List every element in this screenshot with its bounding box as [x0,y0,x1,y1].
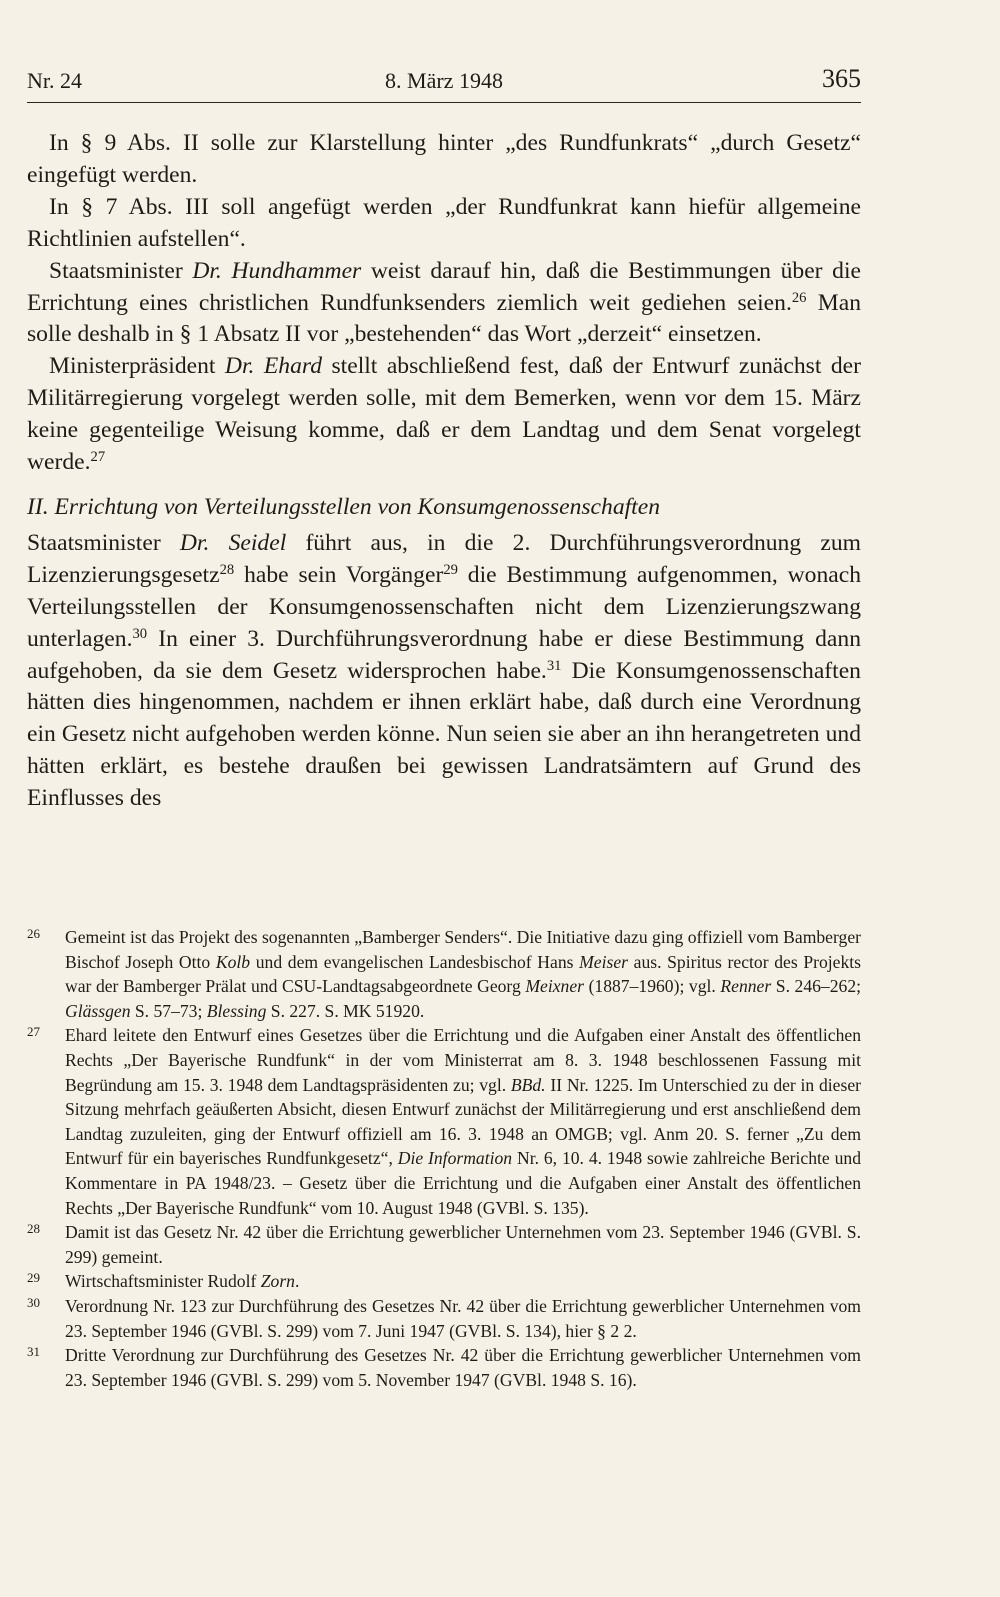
page-number: 365 [822,64,861,93]
footnote: 30 Verordnung Nr. 123 zur Durchführung des Gesetzes Nr. 42 über die Errichtung gewerblicher Unternehmen vom 23. September 1946 (GVBl. S. 299) vom 7. Juni 1947 (GVBl. S. 134), hier § 2 2. [27,1294,861,1343]
issue-number: Nr. 24 [27,68,82,93]
footnote: 31 Dritte Verordnung zur Durchführung des Gesetzes Nr. 42 über die Errichtung gewerblicher Unternehmen vom 23. September 1946 (GVBl. S. 299) vom 5. November 1947 (GVBl. 1948 S. 16). [27,1343,861,1392]
footnote-ref[interactable]: 28 [219,561,235,578]
footnote: 26 Gemeint ist das Projekt des sogenannten „Bamberger Senders“. Die Initiative dazu ging offiziell vom Bamberger Bischof Joseph Otto Kolb und dem evangelischen Landesbischof Hans Meiser aus. Spiritus rector des Projekts war der Bamberger Prälat und CSU-Landtagsabgeordnete Georg Meixner (1887–1960); vgl. Renner S. 246–262; Glässgen S. 57–73; Blessing S. 227. S. MK 51920. [27,925,861,1023]
footnote-ref[interactable]: 31 [546,657,562,674]
footnotes [27,925,861,1392]
paragraph: In § 9 Abs. II solle zur Klarstellung hinter „des Rundfunkrats“ „durch Gesetz“ eingefügt werden. [27,130,861,188]
paragraph: Ministerpräsident Dr. Ehard stellt abschließend fest, daß der Entwurf zunächst der Militärregierung vorgelegt werden solle, mit dem Bemerken, wenn vor dem 15. März keine gegenteilige Weisung komme, daß er dem Landtag und dem Senat vorgelegt werde.$^{27}$ [27,353,861,476]
footnote: 28 Damit ist das Gesetz Nr. 42 über die Errichtung gewerblicher Unternehmen vom 23. September 1946 (GVBl. S. 299) gemeint. [27,1220,861,1269]
footnote-ref[interactable]: 29 [443,561,458,578]
paragraph: Staatsminister Dr. Hundhammer weist darauf hin, daß die Bestimmungen über die Errichtung eines christlichen Rundfunksenders ziemlich weit gediehen seien.$^{26}$ Man solle deshalb in § 1 Absatz II vor „bestehenden“ das Wort „derzeit“ einsetzen. [27,257,862,348]
person-name: Dr. Hundhammer [192,257,362,284]
header-date: 8. März 1948 [385,68,503,93]
footnote-ref[interactable]: 30 [132,625,148,642]
footnote-number: 30 [27,1294,40,1310]
main-text [27,128,861,815]
person-name: Dr. Seidel [179,529,287,556]
footnote-number: 26 [27,926,40,941]
person-name: Dr. Ehard [224,353,323,380]
running-header [27,62,861,103]
section-heading: II. Errichtung von Verteilungsstellen von Konsumgenossenschaften [27,493,660,520]
footnote: 27 Ehard leitete den Entwurf eines Gesetzes über die Errichtung und die Aufgaben einer Anstalt des öffentlichen Rechts „Der Bayerische Rundfunk“ in der vom Ministerrat am 8. 3. 1948 beschlossenen Fassung mit Begründung am 15. 3. 1948 dem Landtagspräsidenten zu; vgl. BBd. II Nr. 1225. Im Unterschied zu der in dieser Sitzung mehrfach geäußerten Absicht, diesen Entwurf zunächst der Militärregierung und erst anschließend dem Landtag zuzuleiten, ging der Entwurf offiziell am 16. 3. 1948 an OMGB; vgl. Anm 20. S. ferner „Zu dem Entwurf für ein bayerisches Rundfunkgesetz“, Die Information Nr. 6, 10. 4. 1948 sowie zahlreiche Berichte und Kommentare in PA 1948/23. – Gesetz über die Errichtung und die Aufgaben einer Anstalt des öffentlichen Rechts „Der Bayerische Rundfunk“ vom 10. August 1948 (GVBl. S. 135). [27,1023,861,1220]
paragraph: Staatsminister Dr. Seidel führt aus, in die 2. Durchführungsverordnung zum Lizenzierungsgesetz$^{28}$ habe sein Vorgänger$^{29}$ die Bestimmung aufgenommen, wonach Verteilungsstellen der Konsumgenossenschaften nicht dem Lizenzierungszwang unterlagen.$^{30}$ In einer 3. Durchführungsverordnung habe er diese Bestimmung dann aufgehoben, da sie dem Gesetz widersprochen habe.$^{31}$ Die Konsumgenossenschaften hätten dies hingenommen, nachdem er ihnen erklärt habe, daß durch eine Verordnung ein Gesetz nicht aufgehoben werden könne. Nun seien sie aber an ihn herangetreten und hätten erklärt, es bestehe draußen bei gewissen Landratsämtern auf Grund des Einflusses des [27,529,861,812]
footnote: 29 Wirtschaftsminister Rudolf Zorn. [27,1269,861,1294]
footnote-ref[interactable]: 27 [90,449,106,466]
footnote-number: 28 [27,1221,40,1237]
paragraph: In § 7 Abs. III soll angefügt werden „der Rundfunkrat kann hiefür allgemeine Richtlinien aufstellen“. [27,193,861,252]
footnote-number: 27 [27,1024,40,1040]
footnote-number: 29 [27,1270,40,1286]
footnote-ref[interactable]: 26 [791,289,807,306]
footnote-number: 31 [27,1344,40,1360]
